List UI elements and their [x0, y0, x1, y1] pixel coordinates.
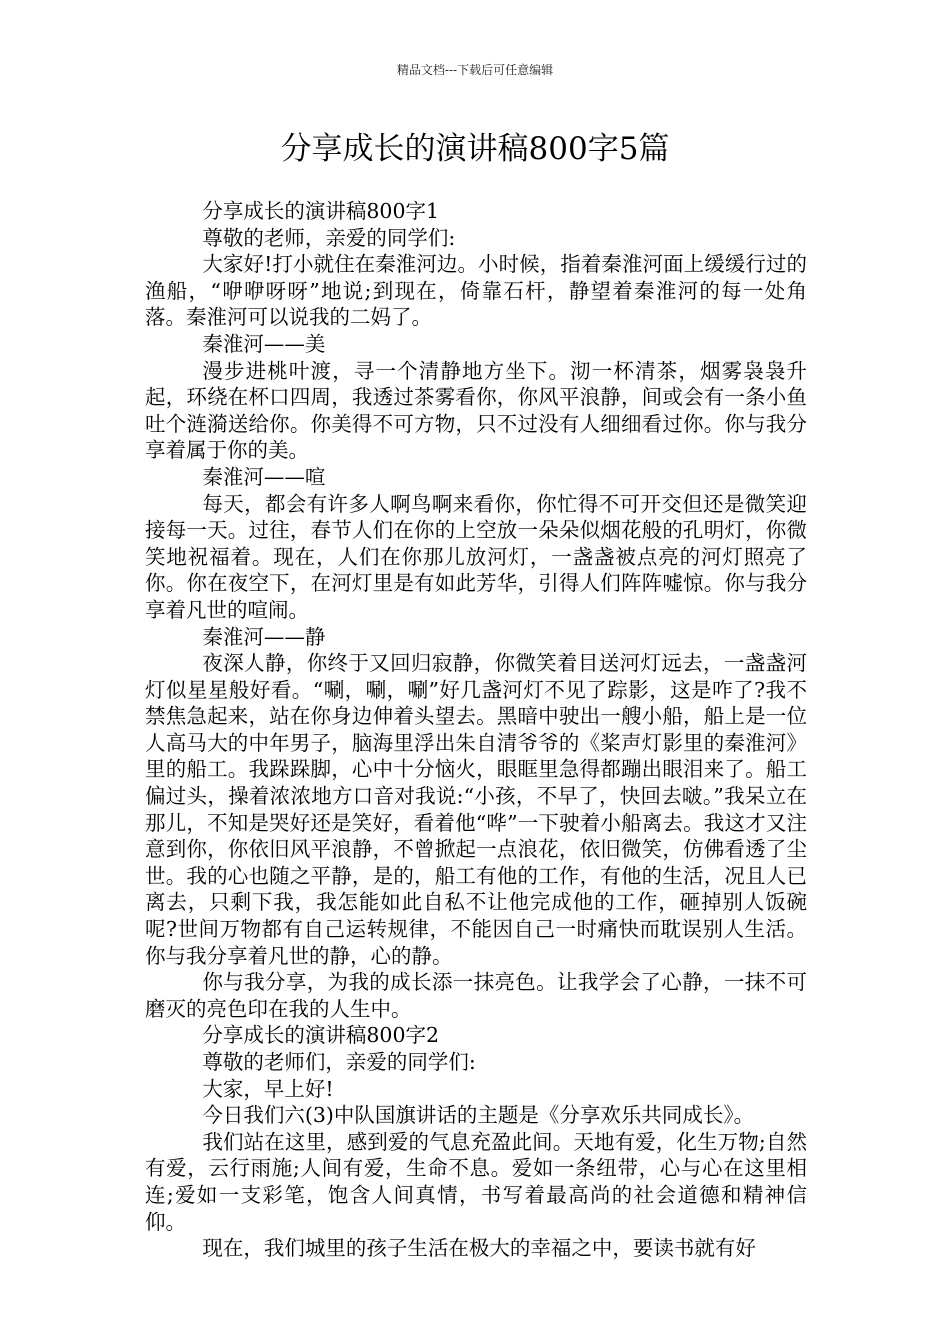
subheading: 秦淮河——喧: [202, 464, 326, 489]
paragraph: 大家好!打小就住在秦淮河边。小时候，指着秦淮河面上缓缓行过的渔船，“咿咿呀呀”地说;到现在，倚靠石杆，静望着秦淮河的每一处角落。秦淮河可以说我的二妈了。: [145, 252, 807, 330]
paragraph: 每天，都会有许多人啊鸟啊来看你，你忙得不可开交但还是微笑迎接每一天。过往，春节人们在你的上空放一朵朵似烟花般的孔明灯，你微笑地祝福着。现在，人们在你那儿放河灯，一盏盏被点亮的河灯照亮了你。你在夜空下，在河灯里是有如此芳华，引得人们阵阵嘘惊。你与我分享着凡世的喧闹。: [145, 491, 807, 622]
salutation: 尊敬的老师，亲爱的同学们:: [202, 225, 456, 250]
paragraph: 今日我们六(3)中队国旗讲话的主题是《分享欢乐共同成长》。: [202, 1103, 755, 1128]
section-heading: 分享成长的演讲稿800字1: [202, 199, 440, 223]
header-note: 精品文档---下载后可任意编辑: [396, 63, 554, 77]
salutation: 尊敬的老师们，亲爱的同学们:: [202, 1050, 476, 1074]
document-body: [145, 198, 807, 1262]
document-title: 分享成长的演讲稿800字5篇: [280, 131, 670, 167]
section-heading: 分享成长的演讲稿800字2: [202, 1023, 440, 1048]
paragraph: 现在，我们城里的孩子生活在极大的幸福之中，要读书就有好: [202, 1236, 756, 1261]
subheading: 秦淮河——静: [202, 624, 326, 649]
greeting: 大家，早上好!: [202, 1076, 334, 1101]
paragraph: 漫步进桃叶渡，寻一个清静地方坐下。沏一杯清茶，烟雾袅袅升起，环绕在杯口四周，我透过茶雾看你，你风平浪静，间或会有一条小鱼吐个涟漪送给你。你美得不可方物，只不过没有人细细看过你。你与我分享着属于你的美。: [145, 358, 807, 463]
paragraph: 夜深人静，你终于又回归寂静，你微笑着目送河灯远去，一盏盏河灯似星星般好看。“唰，唰，唰”好几盏河灯不见了踪影，这是咋了?我不禁焦急起来，站在你身边伸着头望去。黑暗中驶出一艘小船，船上是一位人高马大的中年男子，脑海里浮出朱自清爷爷的《桨声灯影里的秦淮河》里的船工。我跺跺脚，心中十分恼火，眼眶里急得都蹦出眼泪来了。船工偏过头，操着浓浓地方口音对我说:“小孩，不早了，快回去啵。”我呆立在那儿，不知是哭好还是笑好，看着他“哗”一下驶着小船离去。我这才又注意到你，你依旧风平浪静，不曾掀起一点浪花，依旧微笑，仿佛看透了尘世。我的心也随之平静，是的，船工有他的工作，有他的生活，况且人已离去，只剩下我，我怎能如此自私不让他完成他的工作，砸掉别人饭碗呢?世间万物都有自己运转规律，不能因自己一时痛快而耽误别人生活。你与我分享着凡世的静，心的静。: [145, 651, 807, 968]
paragraph: 我们站在这里，感到爱的气息充盈此间。天地有爱，化生万物;自然有爱，云行雨施;人间有爱，生命不息。爱如一条纽带，心与心在这里相连;爱如一支彩笔，饱含人间真情，书写着最高尚的社会道德和精神信仰。: [145, 1129, 807, 1234]
subheading: 秦淮河——美: [202, 331, 326, 356]
paragraph: 你与我分享，为我的成长添一抹亮色。让我学会了心静，一抹不可磨灭的亮色印在我的人生中。: [145, 970, 807, 1021]
